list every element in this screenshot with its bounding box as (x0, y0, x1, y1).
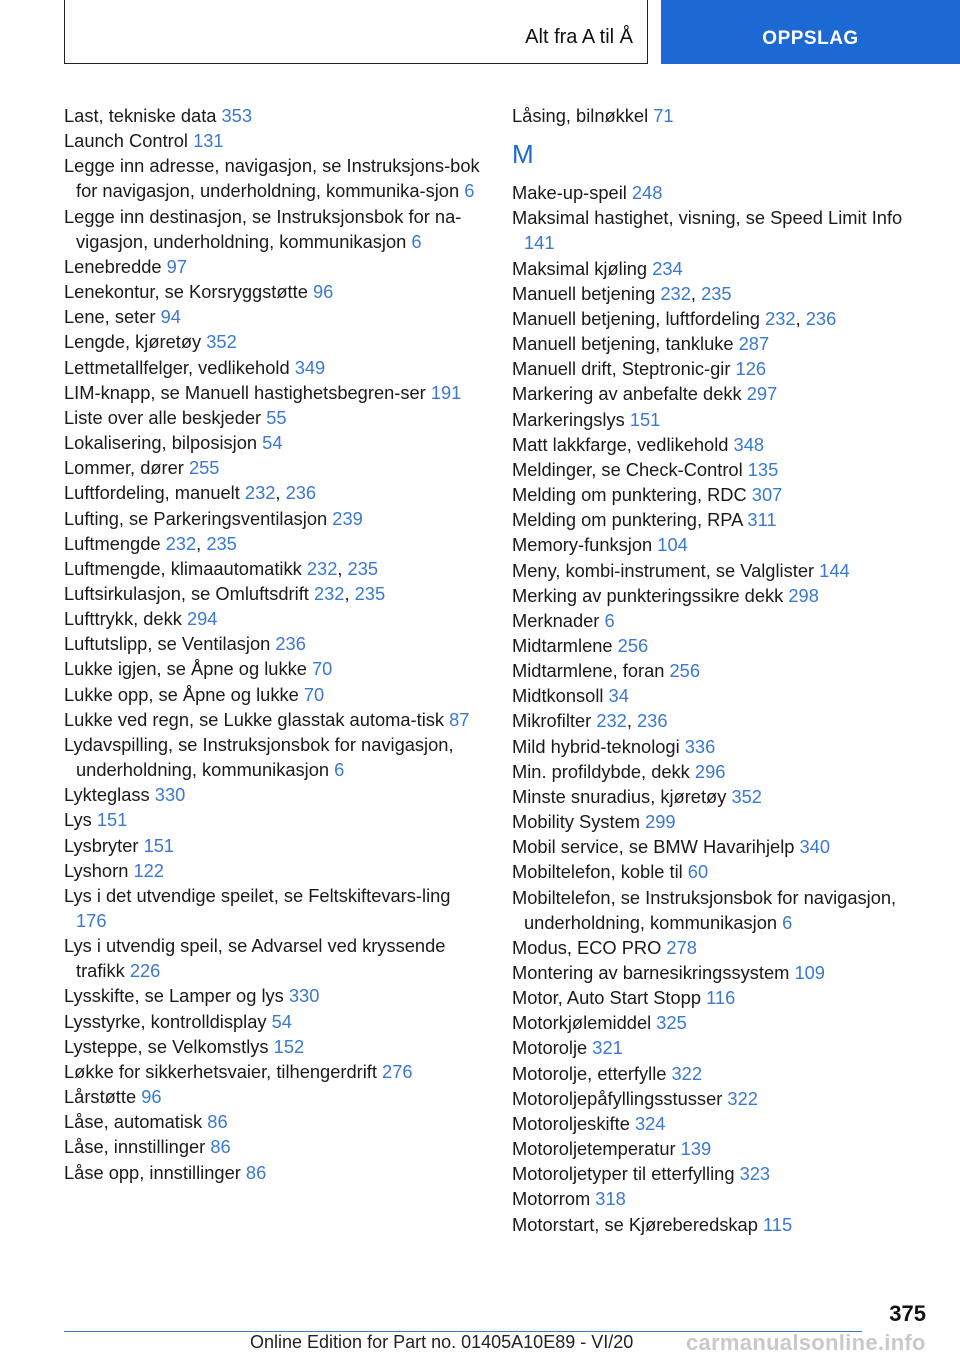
page-link[interactable]: 236 (637, 710, 668, 732)
index-entry-term: Make-up-speil (512, 182, 632, 204)
page-link[interactable]: 353 (221, 105, 253, 126)
page-link[interactable]: 232 (660, 282, 691, 304)
index-column-left (64, 103, 484, 1185)
index-entry (64, 581, 484, 606)
page-link[interactable]: 352 (206, 331, 237, 353)
page-link[interactable]: 152 (273, 1035, 305, 1057)
index-entry (64, 304, 484, 329)
index-entry-term: Motoroljeskifte (512, 1112, 635, 1134)
index-entry (64, 279, 484, 304)
index-entry (64, 656, 484, 681)
index-entry (64, 455, 484, 480)
index-entry (64, 329, 484, 354)
page-link[interactable]: 96 (141, 1086, 162, 1108)
page-link[interactable]: 135 (747, 458, 779, 480)
index-entry (64, 983, 484, 1008)
index-entry (512, 683, 932, 708)
index-entry (512, 734, 932, 759)
page-link[interactable]: 234 (652, 257, 683, 279)
index-entry-term: Manuell betjening, tankluke (512, 333, 739, 355)
index-entry-term: Motoroljetemperatur (512, 1138, 681, 1160)
page-link[interactable]: 349 (294, 356, 326, 378)
page-link[interactable]: 235 (347, 557, 379, 579)
page-link[interactable]: 256 (617, 634, 649, 656)
index-entry (512, 859, 932, 884)
page-link[interactable]: 176 (76, 910, 107, 931)
page-link[interactable]: 151 (143, 834, 175, 856)
index-entry-term: Lukke ved regn, se Lukke glasstak automa-tisk (64, 708, 450, 730)
index-entry (64, 833, 484, 858)
page-link[interactable]: 126 (735, 358, 767, 380)
index-entry (512, 658, 932, 683)
index-entry (512, 1111, 932, 1136)
index-entry (64, 707, 484, 732)
index-entry (512, 885, 932, 935)
index-entry (512, 935, 932, 960)
index-entry-term: Luftutslipp, se Ventilasjon (64, 633, 276, 655)
page-link[interactable]: 70 (303, 683, 325, 705)
page-link[interactable]: 297 (746, 383, 778, 405)
index-entry (64, 1160, 484, 1185)
section-tab-label: Alt fra A til Å (525, 26, 633, 48)
page-link[interactable]: 122 (133, 859, 164, 881)
index-entry (512, 1212, 932, 1237)
page-link[interactable]: 322 (727, 1087, 758, 1109)
index-group-l-continued (512, 103, 932, 128)
chapter-tab-label: OPPSLAG (762, 28, 859, 49)
index-entry-term: Lys i utvendig speil, se Advarsel ved kryssende trafikk (64, 935, 446, 982)
index-entry (64, 128, 484, 153)
index-entry-term: Lommer, dører (64, 457, 189, 479)
index-entry (512, 407, 932, 432)
index-entry-term: Last, tekniske data (64, 105, 222, 126)
section-tab (64, 0, 648, 64)
index-entry (512, 1086, 932, 1111)
index-entry-term: Lettmetallfelger, vedlikehold (64, 356, 295, 378)
index-entry-term: Luftfordeling, manuelt (64, 482, 245, 504)
index-entry-term: Midtkonsoll (512, 685, 609, 707)
page-link[interactable]: 276 (382, 1060, 413, 1082)
page-link[interactable]: 226 (129, 960, 161, 982)
index-entry-term: Lyshorn (64, 859, 134, 881)
index-entry (512, 1186, 932, 1211)
page-link[interactable]: 278 (666, 936, 697, 958)
page-separator: , (795, 307, 806, 329)
index-entry (64, 556, 484, 581)
page-link[interactable]: 96 (312, 281, 334, 303)
page-link[interactable]: 340 (799, 836, 831, 858)
page-link[interactable]: 6 (334, 759, 345, 781)
page-link[interactable]: 336 (684, 735, 716, 757)
index-entry (512, 708, 932, 733)
index-entry-term: Manuell betjening, luftfordeling (512, 307, 766, 329)
index-entry (512, 985, 932, 1010)
index-entry-term: Legge inn adresse, navigasjon, se Instruksjons-bok for navigasjon, underholdning, kommunika-sjon (64, 155, 480, 202)
page-link[interactable]: 94 (160, 306, 181, 328)
watermark: carmanualsonline.info (686, 1330, 926, 1355)
index-entry-term: Lys i det utvendige speilet, se Feltskiftevars-ling (64, 884, 451, 906)
index-entry (64, 1009, 484, 1034)
index-entry-term: Mikrofilter (512, 710, 597, 732)
page-link[interactable]: 239 (332, 507, 363, 529)
index-entry (64, 531, 484, 556)
index-entry (512, 381, 932, 406)
page-link[interactable]: 323 (739, 1163, 771, 1185)
index-entry (512, 1010, 932, 1035)
page-separator: , (690, 282, 702, 304)
page-link[interactable]: 86 (210, 1136, 231, 1158)
index-entry-term: Lysteppe, se Velkomstlys (64, 1035, 274, 1057)
index-entry-term: Lenekontur, se Korsryggstøtte (64, 281, 313, 303)
page-separator: , (344, 582, 355, 604)
index-entry-term: Luftmengde, klimaautomatikk (64, 557, 307, 579)
index-entry-term: Legge inn destinasjon, se Instruksjonsbok for na-vigasjon, underholdning, kommunikasjon (64, 205, 462, 252)
page-link[interactable]: 236 (275, 633, 306, 655)
page-link[interactable]: 294 (186, 608, 218, 630)
index-entry-term: Montering av barnesikringssystem (512, 962, 795, 983)
index-entry (512, 1061, 932, 1086)
page-link[interactable]: 325 (656, 1012, 687, 1034)
index-entry (64, 858, 484, 883)
index-entry-term: Løkke for sikkerhetsvaier, tilhengerdrift (64, 1060, 383, 1082)
index-entry (64, 631, 484, 656)
index-entry (64, 807, 484, 832)
index-entry (64, 506, 484, 531)
index-entry-term: Luftmengde (64, 532, 166, 554)
page-separator: , (196, 532, 207, 554)
index-entry-term: Memory-funksjon (512, 534, 658, 556)
index-entry (512, 281, 932, 306)
index-entry (512, 256, 932, 281)
index-entry (64, 782, 484, 807)
page-link[interactable]: 352 (731, 785, 762, 807)
index-entry (64, 355, 484, 380)
section-letter: M (512, 139, 534, 170)
page-link[interactable]: 54 (271, 1010, 292, 1032)
index-entry-term: Lengde, kjøretøy (64, 331, 207, 353)
index-entry-term: Lysstyrke, kontrolldisplay (64, 1010, 272, 1032)
index-entry (512, 482, 932, 507)
index-entry-term: Markeringslys (512, 408, 630, 430)
page-link[interactable]: 330 (288, 985, 320, 1007)
index-entry (512, 558, 932, 583)
index-entry (64, 405, 484, 430)
index-entry-term: Motorrom (512, 1188, 596, 1210)
index-entry (512, 834, 932, 859)
page-link[interactable]: 86 (245, 1161, 267, 1183)
index-entry-term: Mobility System (512, 811, 646, 833)
page-link[interactable]: 236 (285, 482, 317, 504)
index-entry-term: Motoroljepåfyllingsstusser (512, 1087, 728, 1109)
page-link[interactable]: 232 (313, 582, 345, 604)
page-separator: , (626, 710, 637, 732)
index-entry (512, 532, 932, 557)
page-link[interactable]: 104 (657, 534, 688, 556)
page-link[interactable]: 232 (244, 482, 276, 504)
index-entry (512, 205, 932, 255)
index-entry-term: Matt lakkfarge, vedlikehold (512, 433, 734, 455)
index-entry-term: Manuell betjening (512, 282, 661, 304)
index-entry (512, 960, 932, 985)
index-entry (512, 306, 932, 331)
index-entry (512, 331, 932, 356)
page-link[interactable]: 296 (694, 760, 726, 782)
page-link[interactable]: 151 (96, 809, 128, 831)
index-entry-term: Lysskifte, se Lamper og lys (64, 985, 289, 1007)
index-entry-term: Lufttrykk, dekk (64, 608, 187, 630)
index-column-right (512, 103, 932, 1237)
page-link[interactable]: 60 (687, 861, 709, 883)
index-entry (64, 606, 484, 631)
index-entry-term: Låse, automatisk (64, 1111, 208, 1133)
index-entry-term: Motoroljetyper til etterfylling (512, 1163, 740, 1185)
index-entry-term: Mobil service, se BMW Havarihjelp (512, 836, 800, 858)
index-entry-term: Minste snuradius, kjøretøy (512, 785, 732, 807)
index-entry-term: Lys (64, 809, 97, 831)
index-entry-term: Låse, innstillinger (64, 1136, 211, 1158)
page-link[interactable]: 324 (634, 1112, 666, 1134)
page-link[interactable]: 287 (738, 333, 770, 355)
index-entry-term: Meldinger, se Check-Control (512, 458, 748, 480)
page-link[interactable]: 34 (608, 685, 629, 707)
page-link[interactable]: 232 (596, 710, 627, 732)
page-link[interactable]: 311 (747, 509, 777, 531)
index-entry (512, 180, 932, 205)
index-entry (64, 682, 484, 707)
page-link[interactable]: 54 (262, 432, 283, 454)
page-link[interactable]: 321 (592, 1037, 623, 1059)
index-entry-term: Lenebredde (64, 255, 167, 277)
page-link[interactable]: 70 (311, 658, 333, 680)
index-entry (64, 430, 484, 455)
index-entry-term: Lene, seter (64, 306, 161, 328)
index-entry-term: Midtarmlene, foran (512, 660, 670, 682)
page-link[interactable]: 191 (430, 381, 462, 403)
page-link[interactable]: 115 (762, 1213, 793, 1235)
index-group-m (512, 180, 932, 1237)
index-entry (64, 732, 484, 782)
page-link[interactable]: 6 (411, 230, 422, 252)
index-entry (512, 633, 932, 658)
index-entry-term: Markering av anbefalte dekk (512, 383, 747, 405)
index-entry-term: Maksimal kjøling (512, 257, 653, 279)
page-link[interactable]: 109 (794, 962, 825, 983)
page-link[interactable]: 256 (669, 660, 701, 682)
index-entry (64, 103, 484, 128)
index-entry-term: Lokalisering, bilposisjon (64, 432, 263, 454)
index-entry-term: Min. profildybde, dekk (512, 760, 695, 782)
index-entry-term: Luftsirkulasjon, se Omluftsdrift (64, 582, 314, 604)
chapter-tab[interactable] (661, 0, 960, 64)
page-link[interactable]: 318 (595, 1188, 626, 1210)
index-entry-term: Maksimal hastighet, visning, se Speed Limit Info (512, 207, 903, 229)
index-entry (64, 204, 484, 254)
index-entry (64, 153, 484, 203)
index-entry-term: Motorstart, se Kjøreberedskap (512, 1213, 763, 1235)
index-entry-term: Liste over alle beskjeder (64, 406, 267, 428)
index-entry-term: Mobiltelefon, se Instruksjonsbok for navigasjon, underholdning, kommunikasjon (512, 886, 897, 933)
index-entry-term: Melding om punktering, RDC (512, 484, 752, 506)
page-link[interactable]: 151 (629, 408, 661, 430)
page-link[interactable]: 298 (788, 584, 819, 606)
index-entry-term: Midtarmlene (512, 634, 618, 656)
page-link[interactable]: 6 (604, 609, 615, 631)
page-link[interactable]: 348 (733, 433, 765, 455)
page-link[interactable]: 131 (193, 130, 224, 152)
index-entry-term: Melding om punktering, RPA (512, 509, 748, 531)
page-link[interactable]: 232 (306, 557, 338, 579)
index-entry-term: Mobiltelefon, koble til (512, 861, 688, 883)
index-entry-term: Lysbryter (64, 834, 144, 856)
index-entry-term: Merking av punkteringssikre dekk (512, 584, 789, 606)
page-link[interactable]: 141 (524, 232, 555, 254)
index-entry (64, 1034, 484, 1059)
index-entry (64, 883, 484, 933)
index-entry (512, 583, 932, 608)
page-link[interactable]: 116 (706, 987, 736, 1009)
page-link[interactable]: 6 (782, 911, 793, 933)
page-link[interactable]: 97 (166, 255, 188, 277)
page-link[interactable]: 232 (165, 532, 197, 554)
index-entry (512, 1136, 932, 1161)
edition-footer: Online Edition for Part no. 01405A10E89 - VI/20 (250, 1332, 634, 1352)
index-entry-term: Merknader (512, 609, 605, 631)
page-link[interactable]: 139 (680, 1138, 712, 1160)
page-link[interactable]: 6 (464, 180, 475, 202)
index-entry-term: Lukke igjen, se Åpne og lukke (64, 658, 312, 680)
index-entry-term: Meny, kombi-instrument, se Valglister (512, 559, 820, 581)
index-entry-term: Låse opp, innstillinger (64, 1161, 246, 1183)
index-entry-term: Motor, Auto Start Stopp (512, 987, 707, 1009)
index-entry (512, 608, 932, 633)
page-link[interactable]: 235 (354, 582, 386, 604)
index-entry-term: Lykteglass (64, 784, 155, 806)
index-entry-term: Låsing, bilnøkkel (512, 105, 654, 126)
index-entry-term: Lukke opp, se Åpne og lukke (64, 683, 304, 705)
page-link[interactable]: 86 (207, 1111, 228, 1133)
page-link[interactable]: 144 (819, 559, 850, 581)
index-entry (64, 254, 484, 279)
index-entry (64, 1134, 484, 1159)
index-entry (64, 1059, 484, 1084)
index-entry-term: Lydavspilling, se Instruksjonsbok for navigasjon, underholdning, kommunikasjon (64, 733, 454, 781)
index-entry (512, 1161, 932, 1186)
page-link[interactable]: 322 (671, 1062, 703, 1084)
page-number: 375 (889, 1301, 926, 1326)
index-entry-term: Motorolje (512, 1037, 593, 1059)
index-entry (512, 432, 932, 457)
page-link[interactable]: 235 (206, 532, 237, 554)
page-link[interactable]: 235 (701, 282, 732, 304)
index-entry-term: Manuell drift, Steptronic-gir (512, 358, 736, 380)
page-link[interactable]: 232 (765, 307, 796, 329)
index-entry (64, 1084, 484, 1109)
index-entry-term: Motorkjølemiddel (512, 1012, 657, 1034)
index-entry-term: LIM-knapp, se Manuell hastighetsbegren-ser (64, 381, 431, 403)
page-link[interactable]: 87 (449, 708, 470, 730)
index-entry (512, 809, 932, 834)
page-link[interactable]: 299 (645, 811, 676, 833)
index-entry (64, 480, 484, 505)
index-entry-term: Lufting, se Parkeringsventilasjon (64, 507, 333, 529)
index-entry (512, 759, 932, 784)
index-entry (512, 356, 932, 381)
index-entry (512, 457, 932, 482)
page-link[interactable]: 71 (653, 105, 674, 126)
page-separator: , (275, 482, 286, 504)
index-entry-term: Mild hybrid-teknologi (512, 735, 685, 757)
page-link[interactable]: 55 (266, 406, 287, 428)
index-entry (512, 784, 932, 809)
index-entry (512, 103, 932, 128)
page-separator: , (337, 557, 348, 579)
index-entry (512, 507, 932, 532)
index-entry-term: Motorolje, etterfylle (512, 1062, 672, 1084)
page-link[interactable]: 236 (805, 307, 837, 329)
page-link[interactable]: 255 (188, 457, 220, 479)
index-entry-term: Lårstøtte (64, 1086, 142, 1108)
index-entry (64, 1109, 484, 1134)
index-entry-term: Modus, ECO PRO (512, 936, 667, 958)
index-entry (64, 380, 484, 405)
page-link[interactable]: 307 (751, 484, 783, 506)
index-entry-term: Launch Control (64, 130, 194, 152)
index-entry (64, 933, 484, 983)
page-link[interactable]: 248 (631, 182, 663, 204)
page-link[interactable]: 330 (154, 784, 186, 806)
index-entry (512, 1035, 932, 1060)
